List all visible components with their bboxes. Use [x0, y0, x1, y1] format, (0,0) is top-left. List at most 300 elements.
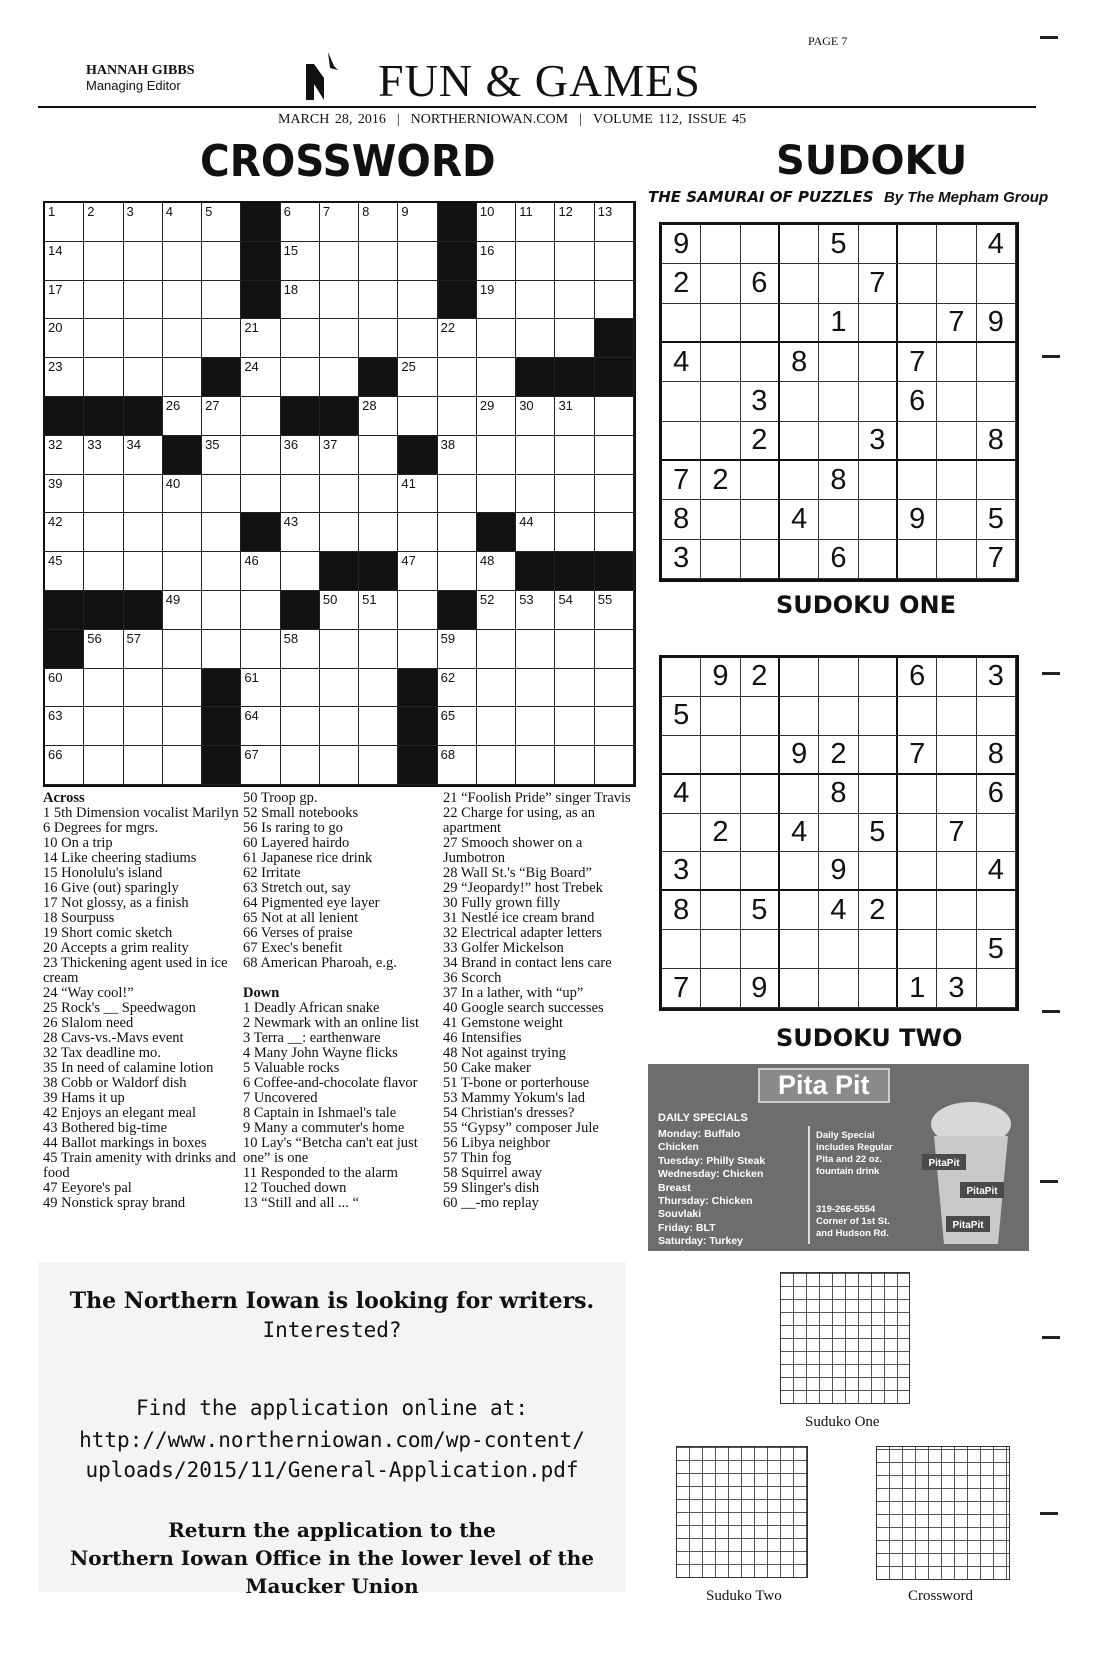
sudoku-cell[interactable]: 9 — [662, 225, 701, 264]
sudoku-cell[interactable]: 6 — [819, 540, 858, 579]
sudoku-cell[interactable]: 2 — [741, 422, 780, 461]
crossword-cell[interactable] — [555, 203, 594, 242]
sudoku-cell[interactable]: 5 — [859, 814, 898, 853]
crossword-cell[interactable] — [555, 397, 594, 436]
sudoku-cell[interactable]: 3 — [741, 382, 780, 421]
crossword-cell[interactable] — [477, 203, 516, 242]
sudoku-cell[interactable] — [977, 461, 1016, 500]
crossword-cell[interactable] — [477, 669, 516, 708]
crossword-cell[interactable] — [595, 475, 634, 514]
crossword-cell[interactable] — [163, 475, 202, 514]
sudoku-cell[interactable] — [937, 697, 976, 736]
sudoku-cell[interactable] — [977, 264, 1016, 303]
crossword-cell[interactable] — [241, 397, 280, 436]
sudoku-cell[interactable] — [937, 852, 976, 891]
crossword-cell[interactable] — [438, 436, 477, 475]
crossword-cell[interactable] — [555, 475, 594, 514]
crossword-cell[interactable] — [359, 397, 398, 436]
crossword-cell[interactable] — [45, 281, 84, 320]
sudoku-cell[interactable]: 9 — [741, 969, 780, 1008]
crossword-cell[interactable] — [477, 707, 516, 746]
sudoku-cell[interactable] — [937, 775, 976, 814]
sudoku-cell[interactable]: 3 — [859, 422, 898, 461]
crossword-cell[interactable] — [477, 281, 516, 320]
crossword-cell[interactable] — [438, 552, 477, 591]
sudoku-cell[interactable]: 3 — [937, 969, 976, 1008]
sudoku-cell[interactable] — [662, 382, 701, 421]
crossword-cell[interactable] — [84, 475, 123, 514]
sudoku-cell[interactable] — [859, 852, 898, 891]
sudoku-cell[interactable] — [819, 697, 858, 736]
crossword-cell[interactable] — [359, 591, 398, 630]
sudoku-cell[interactable] — [780, 461, 819, 500]
sudoku-cell[interactable]: 7 — [937, 304, 976, 343]
crossword-cell[interactable] — [84, 669, 123, 708]
sudoku-cell[interactable]: 4 — [977, 852, 1016, 891]
crossword-cell[interactable] — [555, 319, 594, 358]
crossword-cell[interactable] — [595, 707, 634, 746]
sudoku-cell[interactable] — [819, 930, 858, 969]
sudoku-cell[interactable] — [819, 264, 858, 303]
crossword-cell[interactable] — [477, 746, 516, 785]
sudoku-cell[interactable]: 5 — [977, 930, 1016, 969]
crossword-cell[interactable] — [320, 591, 359, 630]
crossword-cell[interactable] — [438, 630, 477, 669]
sudoku-cell[interactable]: 4 — [780, 814, 819, 853]
sudoku-cell[interactable] — [859, 461, 898, 500]
crossword-cell[interactable] — [516, 203, 555, 242]
crossword-cell[interactable] — [241, 746, 280, 785]
sudoku-cell[interactable]: 9 — [977, 304, 1016, 343]
sudoku-cell[interactable] — [819, 343, 858, 382]
sudoku-cell[interactable]: 6 — [898, 382, 937, 421]
sudoku-cell[interactable] — [937, 382, 976, 421]
crossword-cell[interactable] — [163, 358, 202, 397]
crossword-cell[interactable] — [241, 669, 280, 708]
sudoku-cell[interactable] — [780, 697, 819, 736]
crossword-cell[interactable] — [555, 591, 594, 630]
crossword-cell[interactable] — [124, 281, 163, 320]
crossword-cell[interactable] — [555, 746, 594, 785]
sudoku-cell[interactable] — [859, 304, 898, 343]
sudoku-cell[interactable] — [977, 697, 1016, 736]
sudoku-cell[interactable] — [937, 930, 976, 969]
crossword-cell[interactable] — [281, 475, 320, 514]
crossword-cell[interactable] — [202, 552, 241, 591]
sudoku-cell[interactable] — [780, 969, 819, 1008]
sudoku-cell[interactable] — [898, 304, 937, 343]
crossword-cell[interactable] — [477, 552, 516, 591]
crossword-cell[interactable] — [516, 397, 555, 436]
crossword-cell[interactable] — [555, 669, 594, 708]
crossword-cell[interactable] — [84, 707, 123, 746]
crossword-cell[interactable] — [359, 203, 398, 242]
crossword-cell[interactable] — [320, 513, 359, 552]
crossword-cell[interactable] — [84, 242, 123, 281]
crossword-cell[interactable] — [124, 669, 163, 708]
sudoku-cell[interactable]: 2 — [819, 736, 858, 775]
sudoku-cell[interactable] — [701, 930, 740, 969]
crossword-cell[interactable] — [320, 358, 359, 397]
crossword-cell[interactable] — [555, 513, 594, 552]
sudoku-cell[interactable]: 9 — [780, 736, 819, 775]
crossword-cell[interactable] — [595, 591, 634, 630]
crossword-cell[interactable] — [45, 552, 84, 591]
crossword-cell[interactable] — [477, 475, 516, 514]
sudoku-cell[interactable] — [898, 891, 937, 930]
crossword-cell[interactable] — [281, 242, 320, 281]
sudoku-cell[interactable] — [701, 852, 740, 891]
crossword-cell[interactable] — [241, 358, 280, 397]
crossword-cell[interactable] — [398, 397, 437, 436]
sudoku-cell[interactable] — [937, 540, 976, 579]
crossword-cell[interactable] — [163, 707, 202, 746]
sudoku-cell[interactable] — [898, 225, 937, 264]
sudoku-cell[interactable]: 6 — [977, 775, 1016, 814]
sudoku-cell[interactable]: 4 — [977, 225, 1016, 264]
crossword-cell[interactable] — [84, 319, 123, 358]
sudoku-cell[interactable] — [859, 775, 898, 814]
sudoku-cell[interactable]: 2 — [701, 461, 740, 500]
crossword-cell[interactable] — [124, 513, 163, 552]
sudoku-cell[interactable] — [741, 930, 780, 969]
sudoku-cell[interactable] — [859, 382, 898, 421]
sudoku-cell[interactable] — [701, 304, 740, 343]
sudoku-cell[interactable]: 1 — [819, 304, 858, 343]
sudoku-cell[interactable]: 8 — [977, 736, 1016, 775]
crossword-cell[interactable] — [202, 281, 241, 320]
crossword-cell[interactable] — [202, 475, 241, 514]
crossword-cell[interactable] — [124, 475, 163, 514]
sudoku-two-grid[interactable] — [659, 655, 1019, 1011]
sudoku-cell[interactable] — [898, 264, 937, 303]
crossword-cell[interactable] — [84, 281, 123, 320]
sudoku-cell[interactable]: 7 — [937, 814, 976, 853]
sudoku-cell[interactable] — [741, 697, 780, 736]
crossword-cell[interactable] — [124, 707, 163, 746]
sudoku-cell[interactable] — [898, 814, 937, 853]
sudoku-cell[interactable] — [701, 343, 740, 382]
sudoku-cell[interactable]: 8 — [662, 500, 701, 539]
crossword-cell[interactable] — [477, 630, 516, 669]
sudoku-cell[interactable] — [701, 775, 740, 814]
sudoku-cell[interactable]: 9 — [819, 852, 858, 891]
sudoku-cell[interactable] — [662, 422, 701, 461]
crossword-cell[interactable] — [555, 436, 594, 475]
crossword-cell[interactable] — [595, 746, 634, 785]
crossword-cell[interactable] — [45, 242, 84, 281]
sudoku-cell[interactable] — [741, 225, 780, 264]
sudoku-cell[interactable] — [701, 736, 740, 775]
crossword-cell[interactable] — [281, 630, 320, 669]
sudoku-cell[interactable] — [741, 775, 780, 814]
sudoku-cell[interactable] — [819, 658, 858, 697]
sudoku-cell[interactable]: 9 — [898, 500, 937, 539]
crossword-cell[interactable] — [84, 436, 123, 475]
crossword-cell[interactable] — [595, 397, 634, 436]
crossword-cell[interactable] — [241, 552, 280, 591]
sudoku-cell[interactable] — [977, 969, 1016, 1008]
sudoku-cell[interactable] — [741, 304, 780, 343]
crossword-cell[interactable] — [124, 552, 163, 591]
crossword-cell[interactable] — [359, 319, 398, 358]
sudoku-cell[interactable] — [937, 736, 976, 775]
crossword-cell[interactable] — [202, 630, 241, 669]
crossword-cell[interactable] — [163, 630, 202, 669]
sudoku-cell[interactable] — [937, 264, 976, 303]
sudoku-cell[interactable]: 5 — [741, 891, 780, 930]
crossword-cell[interactable] — [124, 746, 163, 785]
crossword-cell[interactable] — [45, 707, 84, 746]
crossword-cell[interactable] — [163, 669, 202, 708]
sudoku-cell[interactable] — [741, 736, 780, 775]
sudoku-cell[interactable] — [701, 540, 740, 579]
sudoku-cell[interactable] — [780, 264, 819, 303]
sudoku-cell[interactable]: 6 — [898, 658, 937, 697]
crossword-cell[interactable] — [477, 397, 516, 436]
sudoku-cell[interactable]: 8 — [780, 343, 819, 382]
crossword-cell[interactable] — [320, 436, 359, 475]
crossword-cell[interactable] — [595, 203, 634, 242]
crossword-cell[interactable] — [438, 669, 477, 708]
crossword-cell[interactable] — [320, 203, 359, 242]
crossword-cell[interactable] — [202, 513, 241, 552]
crossword-cell[interactable] — [477, 319, 516, 358]
crossword-cell[interactable] — [281, 707, 320, 746]
sudoku-cell[interactable] — [741, 814, 780, 853]
sudoku-cell[interactable] — [859, 930, 898, 969]
sudoku-cell[interactable]: 8 — [977, 422, 1016, 461]
sudoku-cell[interactable] — [937, 422, 976, 461]
sudoku-cell[interactable] — [977, 343, 1016, 382]
sudoku-cell[interactable] — [859, 225, 898, 264]
crossword-cell[interactable] — [241, 319, 280, 358]
sudoku-cell[interactable] — [741, 343, 780, 382]
crossword-cell[interactable] — [438, 475, 477, 514]
crossword-cell[interactable] — [241, 591, 280, 630]
crossword-cell[interactable] — [595, 669, 634, 708]
sudoku-cell[interactable] — [898, 697, 937, 736]
crossword-cell[interactable] — [398, 552, 437, 591]
crossword-cell[interactable] — [45, 319, 84, 358]
crossword-cell[interactable] — [555, 630, 594, 669]
crossword-cell[interactable] — [163, 513, 202, 552]
crossword-cell[interactable] — [84, 513, 123, 552]
crossword-cell[interactable] — [84, 552, 123, 591]
sudoku-cell[interactable]: 8 — [662, 891, 701, 930]
sudoku-cell[interactable] — [662, 736, 701, 775]
sudoku-cell[interactable] — [701, 500, 740, 539]
crossword-cell[interactable] — [398, 475, 437, 514]
sudoku-cell[interactable]: 9 — [701, 658, 740, 697]
sudoku-cell[interactable] — [780, 852, 819, 891]
sudoku-cell[interactable] — [701, 382, 740, 421]
crossword-cell[interactable] — [438, 513, 477, 552]
sudoku-cell[interactable] — [662, 814, 701, 853]
sudoku-cell[interactable] — [780, 658, 819, 697]
sudoku-cell[interactable]: 7 — [898, 343, 937, 382]
sudoku-cell[interactable] — [937, 500, 976, 539]
crossword-cell[interactable] — [477, 242, 516, 281]
sudoku-cell[interactable] — [780, 540, 819, 579]
crossword-cell[interactable] — [320, 281, 359, 320]
crossword-cell[interactable] — [359, 281, 398, 320]
crossword-cell[interactable] — [438, 358, 477, 397]
crossword-cell[interactable] — [45, 436, 84, 475]
crossword-cell[interactable] — [398, 281, 437, 320]
crossword-cell[interactable] — [45, 746, 84, 785]
sudoku-cell[interactable] — [741, 540, 780, 579]
crossword-cell[interactable] — [45, 513, 84, 552]
crossword-cell[interactable] — [45, 203, 84, 242]
crossword-cell[interactable] — [163, 319, 202, 358]
crossword-cell[interactable] — [281, 513, 320, 552]
crossword-cell[interactable] — [555, 281, 594, 320]
sudoku-cell[interactable] — [937, 891, 976, 930]
crossword-cell[interactable] — [84, 746, 123, 785]
crossword-cell[interactable] — [516, 591, 555, 630]
crossword-cell[interactable] — [202, 203, 241, 242]
sudoku-cell[interactable]: 8 — [819, 775, 858, 814]
sudoku-cell[interactable] — [819, 814, 858, 853]
sudoku-cell[interactable] — [701, 225, 740, 264]
sudoku-cell[interactable] — [898, 775, 937, 814]
crossword-cell[interactable] — [516, 281, 555, 320]
crossword-cell[interactable] — [398, 591, 437, 630]
crossword-cell[interactable] — [359, 707, 398, 746]
crossword-cell[interactable] — [202, 591, 241, 630]
crossword-cell[interactable] — [84, 358, 123, 397]
sudoku-cell[interactable] — [701, 264, 740, 303]
sudoku-cell[interactable]: 5 — [977, 500, 1016, 539]
crossword-cell[interactable] — [124, 242, 163, 281]
crossword-cell[interactable] — [320, 630, 359, 669]
crossword-cell[interactable] — [124, 203, 163, 242]
sudoku-cell[interactable]: 3 — [662, 852, 701, 891]
crossword-cell[interactable] — [555, 707, 594, 746]
crossword-cell[interactable] — [516, 746, 555, 785]
crossword-cell[interactable] — [84, 630, 123, 669]
sudoku-cell[interactable]: 5 — [662, 697, 701, 736]
sudoku-cell[interactable] — [780, 382, 819, 421]
sudoku-cell[interactable]: 2 — [741, 658, 780, 697]
crossword-cell[interactable] — [359, 630, 398, 669]
crossword-cell[interactable] — [241, 630, 280, 669]
sudoku-cell[interactable]: 4 — [819, 891, 858, 930]
sudoku-cell[interactable] — [780, 891, 819, 930]
sudoku-cell[interactable] — [780, 930, 819, 969]
crossword-cell[interactable] — [320, 669, 359, 708]
crossword-cell[interactable] — [320, 319, 359, 358]
crossword-cell[interactable] — [202, 436, 241, 475]
crossword-cell[interactable] — [359, 242, 398, 281]
crossword-cell[interactable] — [359, 669, 398, 708]
sudoku-cell[interactable] — [977, 891, 1016, 930]
sudoku-cell[interactable] — [859, 658, 898, 697]
sudoku-cell[interactable] — [937, 343, 976, 382]
sudoku-cell[interactable] — [898, 930, 937, 969]
sudoku-cell[interactable]: 5 — [819, 225, 858, 264]
sudoku-cell[interactable]: 4 — [662, 343, 701, 382]
sudoku-cell[interactable]: 7 — [859, 264, 898, 303]
crossword-cell[interactable] — [281, 746, 320, 785]
crossword-cell[interactable] — [84, 203, 123, 242]
crossword-cell[interactable] — [163, 746, 202, 785]
crossword-cell[interactable] — [281, 552, 320, 591]
crossword-cell[interactable] — [477, 358, 516, 397]
crossword-cell[interactable] — [595, 513, 634, 552]
sudoku-cell[interactable]: 7 — [898, 736, 937, 775]
crossword-cell[interactable] — [359, 513, 398, 552]
crossword-cell[interactable] — [241, 707, 280, 746]
crossword-cell[interactable] — [438, 319, 477, 358]
crossword-cell[interactable] — [45, 358, 84, 397]
crossword-cell[interactable] — [320, 475, 359, 514]
sudoku-cell[interactable] — [859, 500, 898, 539]
crossword-cell[interactable] — [595, 436, 634, 475]
sudoku-cell[interactable] — [898, 540, 937, 579]
crossword-cell[interactable] — [398, 358, 437, 397]
crossword-cell[interactable] — [516, 242, 555, 281]
crossword-cell[interactable] — [202, 397, 241, 436]
sudoku-one-grid[interactable] — [659, 222, 1019, 582]
sudoku-cell[interactable] — [859, 969, 898, 1008]
crossword-grid[interactable] — [43, 201, 636, 787]
crossword-cell[interactable] — [281, 669, 320, 708]
sudoku-cell[interactable]: 2 — [662, 264, 701, 303]
sudoku-cell[interactable] — [741, 500, 780, 539]
crossword-cell[interactable] — [595, 630, 634, 669]
sudoku-cell[interactable] — [780, 775, 819, 814]
crossword-cell[interactable] — [281, 436, 320, 475]
crossword-cell[interactable] — [163, 242, 202, 281]
crossword-cell[interactable] — [202, 319, 241, 358]
crossword-cell[interactable] — [124, 358, 163, 397]
sudoku-cell[interactable] — [859, 736, 898, 775]
sudoku-cell[interactable]: 1 — [898, 969, 937, 1008]
crossword-cell[interactable] — [45, 475, 84, 514]
sudoku-cell[interactable] — [937, 225, 976, 264]
sudoku-cell[interactable] — [701, 969, 740, 1008]
crossword-cell[interactable] — [477, 591, 516, 630]
crossword-cell[interactable] — [477, 436, 516, 475]
crossword-cell[interactable] — [241, 436, 280, 475]
crossword-cell[interactable] — [202, 242, 241, 281]
crossword-cell[interactable] — [438, 707, 477, 746]
sudoku-cell[interactable] — [898, 852, 937, 891]
crossword-cell[interactable] — [359, 746, 398, 785]
sudoku-cell[interactable] — [780, 422, 819, 461]
sudoku-cell[interactable] — [859, 697, 898, 736]
crossword-cell[interactable] — [281, 358, 320, 397]
crossword-cell[interactable] — [398, 203, 437, 242]
crossword-cell[interactable] — [438, 397, 477, 436]
sudoku-cell[interactable] — [701, 422, 740, 461]
sudoku-cell[interactable] — [662, 658, 701, 697]
sudoku-cell[interactable]: 3 — [977, 658, 1016, 697]
crossword-cell[interactable] — [320, 746, 359, 785]
sudoku-cell[interactable]: 7 — [662, 969, 701, 1008]
sudoku-cell[interactable] — [977, 814, 1016, 853]
sudoku-cell[interactable]: 2 — [859, 891, 898, 930]
application-link-cont[interactable]: uploads/2015/11/General-Application.pdf — [85, 1458, 579, 1482]
sudoku-cell[interactable]: 8 — [819, 461, 858, 500]
crossword-cell[interactable] — [124, 630, 163, 669]
crossword-cell[interactable] — [320, 707, 359, 746]
crossword-cell[interactable] — [398, 242, 437, 281]
sudoku-cell[interactable] — [780, 304, 819, 343]
application-link[interactable]: http://www.northerniowan.com/wp-content/ — [79, 1428, 585, 1452]
